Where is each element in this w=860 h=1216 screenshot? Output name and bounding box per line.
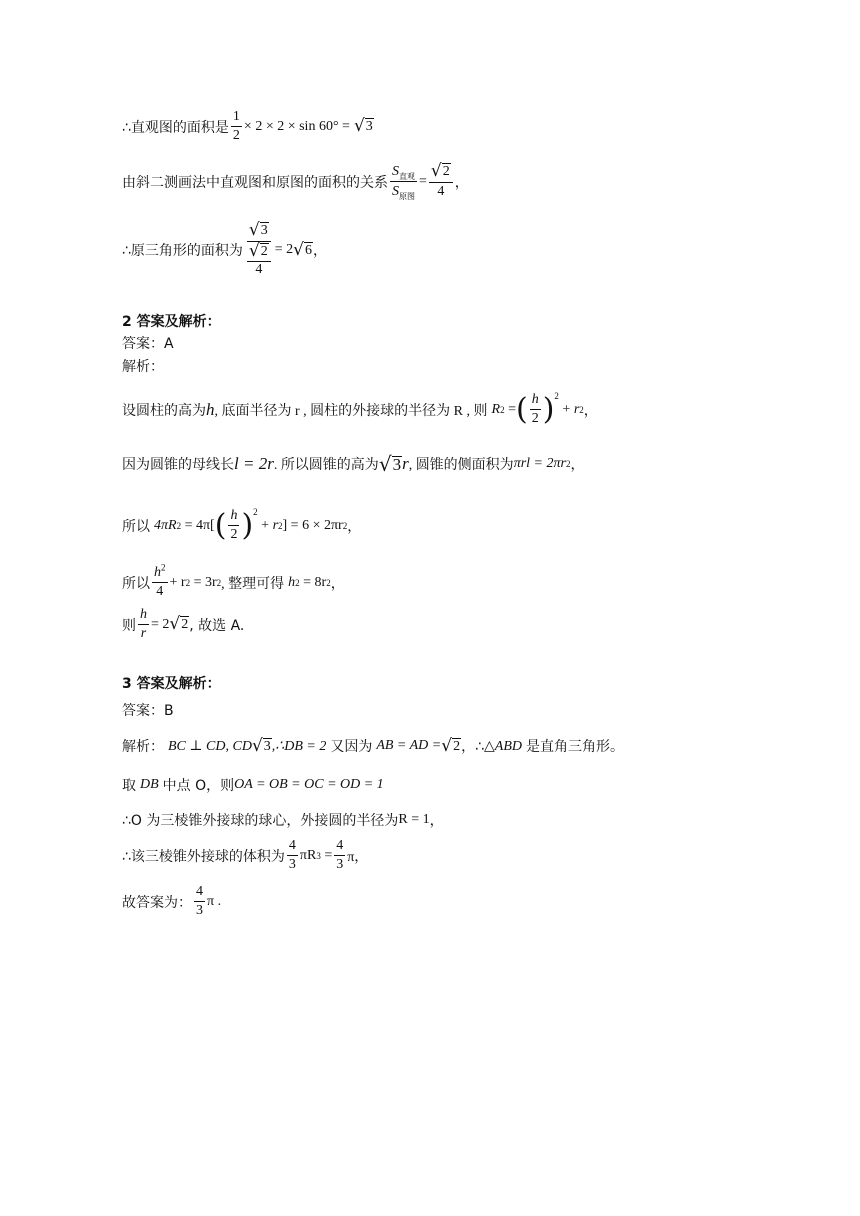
- text: 则: [122, 617, 136, 634]
- text: 取: [122, 778, 136, 794]
- formula-line-3: [122, 222, 327, 278]
- expression: × 2 × 2 × sin 60° =: [243, 118, 350, 134]
- numerator: 4: [287, 838, 298, 856]
- text: ∴直观图的面积是: [122, 119, 229, 136]
- expression: πrl = 2πr: [513, 456, 566, 471]
- expression: ] = 6 × 2πr: [282, 517, 343, 533]
- equals: =: [324, 847, 333, 863]
- text: ，∴: [461, 739, 485, 755]
- denominator: 4: [437, 184, 445, 199]
- expression: = 2: [151, 616, 170, 632]
- expression: l = 2r: [234, 454, 274, 473]
- expression: π，: [347, 849, 369, 865]
- denominator: 4: [255, 262, 263, 277]
- formula-line: [122, 775, 384, 795]
- punct: ，: [330, 575, 345, 592]
- formula-line: 因为圆锥的母线长 l = 2r . 所以圆锥的高为 √ 3 r , 圆锥的侧面积为 πrl = 2πr 2 ，: [122, 451, 585, 476]
- section-2-analysis-label: 解析：: [122, 359, 164, 375]
- subscript: 原图: [399, 191, 415, 201]
- section-3-answer: 答案：B: [122, 703, 174, 719]
- square-root: √ 6: [293, 239, 313, 260]
- expression: = 4π[: [184, 517, 215, 533]
- expression: BC ⊥ CD, CD: [168, 738, 252, 754]
- square-root: √ 3: [353, 116, 373, 136]
- symbol: R: [491, 401, 501, 417]
- radicand: 2: [453, 738, 461, 754]
- text: , 故选 A.: [189, 617, 245, 634]
- text: 中点 O，则: [162, 778, 235, 794]
- formula-line: [122, 810, 444, 830]
- expression: πR: [299, 847, 317, 863]
- expression: π .: [207, 893, 222, 909]
- formula-line: 所以 4πR 2 = 4π[ ( $\frac{h}{2}$ ) 2 + r 2 ] = 6 × 2πr 2 ，: [122, 506, 362, 543]
- text: 是直角三角形。: [526, 739, 624, 755]
- fraction: √ 2 4: [429, 163, 453, 200]
- formula-line: ∴该三棱锥外接球的体积为 $\frac{4}{3}$ πR 3 = $\frac{4}{3}$ π，: [122, 838, 369, 872]
- denominator: 3: [336, 857, 344, 872]
- text: ∴该三棱锥外接球的体积为: [122, 848, 285, 865]
- denominator: 2: [232, 128, 240, 143]
- area-ratio-fraction: [390, 163, 417, 200]
- expression: AB = AD =: [376, 738, 442, 753]
- symbol: r: [402, 454, 409, 473]
- text: 由斜二测画法中直观图和原图的面积的关系: [122, 174, 388, 191]
- symbol: S: [392, 164, 399, 179]
- radicand: 3: [260, 223, 268, 238]
- text: 所以: [122, 518, 150, 535]
- punct: ，: [313, 243, 328, 259]
- denominator: 3: [288, 857, 296, 872]
- formula-line-2: [122, 163, 469, 200]
- punct: ，: [570, 457, 585, 473]
- expression: ,∴DB = 2: [271, 738, 327, 754]
- expression: = 3r: [193, 574, 217, 590]
- symbol: S: [392, 184, 399, 199]
- denominator: 4: [156, 584, 164, 599]
- expression: + r: [169, 574, 186, 590]
- text: , 底面半径为 r , 圆柱的外接球的半径为 R , 则: [214, 403, 488, 419]
- formula-line-1: [122, 109, 374, 144]
- numerator: 1: [231, 109, 242, 127]
- radicand: 3: [365, 119, 373, 134]
- expression: △ABD: [484, 738, 522, 754]
- expression: OA = OB = OC = OD = 1: [234, 777, 384, 792]
- section-3-heading: 3 答案及解析：: [122, 676, 221, 692]
- formula-line: 所以 $\frac{h^2}{4}$ + r 2 = 3r 2 , 整理可得 h 2 = 8r 2 ，: [122, 562, 345, 599]
- formula-line: 设圆柱的高为 h , 底面半径为 r , 圆柱的外接球的半径为 R , 则 R 2 = ( $\frac{h}{2}$ ) 2 + r 2 ，: [122, 390, 598, 427]
- punct: ，: [454, 174, 469, 191]
- formula-line: 则 $\frac{h}{r}$ = 2 √ 2 , 故选 A.: [122, 607, 245, 641]
- expression: R = 1: [398, 812, 430, 827]
- text: . 所以圆锥的高为: [273, 458, 379, 473]
- symbol: h: [206, 399, 215, 419]
- formula-line: [122, 884, 221, 919]
- expression: DB: [140, 777, 159, 792]
- denominator: 3: [196, 903, 203, 918]
- text: , 整理可得: [221, 576, 285, 592]
- subscript: 直观: [399, 171, 415, 181]
- radicand: 2: [181, 617, 189, 632]
- section-2-answer: 答案：A: [122, 336, 174, 352]
- fraction: [231, 109, 242, 144]
- text: ∴原三角形的面积为: [122, 243, 243, 259]
- expression: 4πR: [154, 517, 177, 533]
- expression: = 8r: [303, 574, 327, 590]
- punct: ，: [583, 402, 598, 419]
- text: ∴O 为三棱锥外接球的球心，外接圆的半径为: [122, 813, 399, 829]
- numerator: 4: [334, 838, 345, 856]
- numerator: 4: [194, 884, 205, 902]
- radicand: 2: [442, 164, 450, 179]
- radicand: 6: [305, 242, 313, 258]
- punct: ，: [429, 813, 444, 829]
- numerator: h: [138, 607, 149, 625]
- expression: = 2: [274, 242, 294, 257]
- radicand: 3: [392, 454, 402, 474]
- text: 解析：: [122, 739, 164, 755]
- radicand: 3: [263, 738, 271, 754]
- text: 因为圆锥的母线长: [122, 457, 234, 473]
- formula-line: 解析： BC ⊥ CD, CD √ 3 ,∴DB = 2 又因为 AB = AD = √ 2 ，∴ △ABD 是直角三角形。: [122, 735, 624, 756]
- text: , 圆锥的侧面积为: [408, 458, 514, 473]
- text: 所以: [122, 575, 150, 592]
- punct: ，: [347, 518, 362, 535]
- denominator: r: [140, 626, 147, 641]
- text: 又因为: [330, 739, 373, 755]
- radicand: 2: [260, 244, 268, 259]
- text: 设圆柱的高为: [122, 402, 206, 419]
- text: 故答案为：: [122, 894, 192, 911]
- numerator: h: [154, 565, 161, 580]
- section-2-heading: 2 答案及解析：: [122, 314, 221, 330]
- equals: =: [419, 173, 427, 189]
- compound-fraction: √ 3 √ 2 4: [245, 222, 273, 278]
- symbol: h: [288, 574, 296, 590]
